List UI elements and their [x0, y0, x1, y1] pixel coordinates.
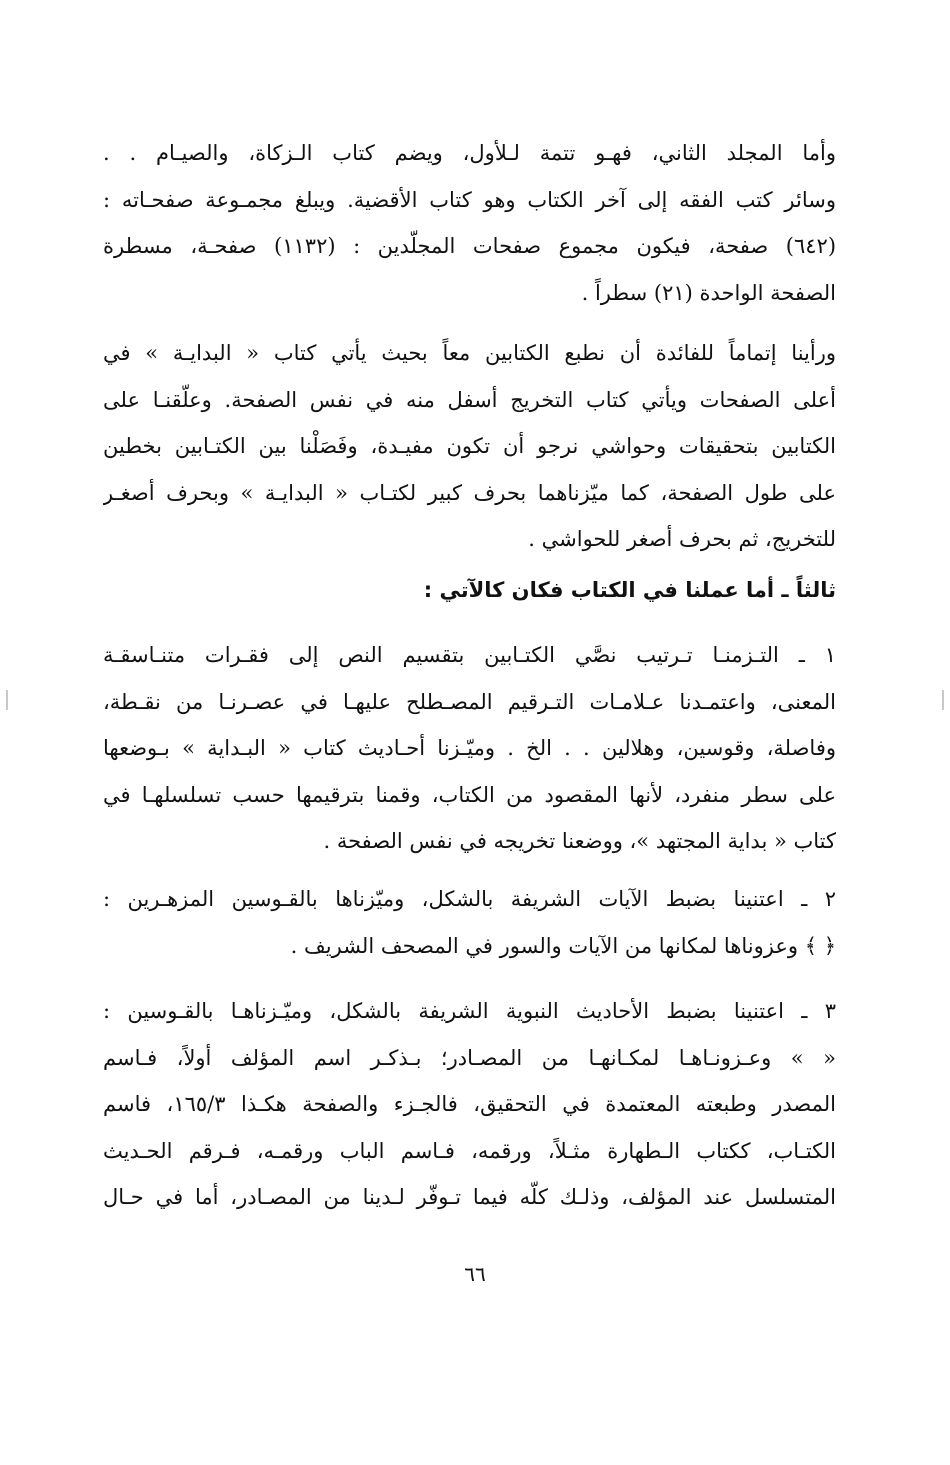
list-item-3: [103, 988, 836, 1221]
text-line: المصدر وطبعته المعتمدة في التحقيق، فالجـزء والصفحة هكـذا ١٦٥/٣، فاسم: [103, 1092, 836, 1116]
text-line: وسائر كتب الفقه إلى آخر الكتاب وهو كتاب الأقضية. ويبلغ مجمـوعة صفحـاته :: [103, 187, 836, 212]
text-line: وأما المجلد الثاني، فهـو تتمة لـلأول، ويضم كتاب الـزكاة، والصيـام . .: [103, 141, 836, 165]
margin-mark-left: [6, 690, 8, 710]
text-line: كتاب « بداية المجتهد »، ووضعنا تخريجه في نفس الصفحة .: [323, 829, 836, 853]
section-heading: ثالثاً ـ أما عملنا في الكتاب فكان كالآتي :: [423, 578, 836, 602]
text-line: « » وعـزونـاهـا لمكـانهـا من المصـادر؛ بـذكـر اسم المؤلف أولاً، فـاسم: [103, 1045, 836, 1070]
text-line: ﴿ ﴾ وعزوناها لمكانها من الآيات والسور في المصحف الشريف .: [290, 933, 836, 958]
paragraph-printing-layout: [103, 330, 836, 563]
page-number: ٦٦: [464, 1262, 486, 1286]
text-line: الكتـاب، ككتاب الـطهارة مثـلاً، ورقمه، فـاسم الباب ورقمـه، فـرقم الحـديث: [103, 1138, 836, 1163]
text-line: على سطر منفرد، لأنها المقصود من الكتاب، وقمنا بترقيمها حسب تسلسلهـا في: [103, 782, 836, 807]
text-line: للتخريج، ثم بحرف أصغر للحواشي .: [528, 527, 836, 551]
text-line: الكتابين بتحقيقات وحواشي نرجو أن تكون مفيـدة، وفَصَلْنا بين الكتـابين بخطين: [103, 434, 836, 458]
text-line: على طول الصفحة، كما ميّزناهما بحرف كبير لكتـاب « البدايـة » وبحرف أصغـر: [103, 480, 836, 505]
list-item-1: [103, 632, 836, 865]
text-line: ٣ ـ اعتنينا بضبط الأحاديث النبوية الشريفة بالشكل، وميّـزناهـا بالقـوسين :: [103, 999, 836, 1023]
text-line: الصفحة الواحدة (٢١) سطراً .: [581, 280, 836, 305]
margin-mark-right: [942, 690, 944, 710]
text-line: ٢ ـ اعتنينا بضبط الآيات الشريفة بالشكل، وميّزناها بالقـوسين المزهـرين :: [103, 887, 836, 911]
text-line: وفاصلة، وقوسين، وهلالين . . الخ . وميّـزنا أحـاديث كتاب « البـداية » بـوضعها: [103, 736, 836, 760]
list-item-2: [103, 876, 836, 969]
text-line: أعلى الصفحات ويأتي كتاب التخريج أسفل منه في نفس الصفحة. وعلّقنـا على: [103, 387, 836, 412]
text-line: المعنى، واعتمـدنا عـلامـات التـرقيم المصـطلح عليهـا في عصـرنـا من نقـطة،: [103, 689, 836, 714]
text-line: ١ ـ التـزمنـا تـرتيب نصَّي الكتـابين بتقسيم النص إلى فقـرات متنـاسقـة: [103, 643, 836, 667]
text-line: (٦٤٢) صفحة، فيكون مجموع صفحات المجلّدين : (١١٣٢) صفحـة، مسطرة: [103, 234, 836, 258]
paragraph-volume-two: [103, 130, 836, 316]
text-line: ورأينا إتماماً للفائدة أن نطبع الكتابين معاً بحيث يأتي كتاب « البدايـة » في: [103, 341, 836, 365]
text-line: المتسلسل عند المؤلف، وذلـك كلّه فيما تـوفّر لـدينا من المصـادر، أما في حـال: [103, 1185, 836, 1209]
